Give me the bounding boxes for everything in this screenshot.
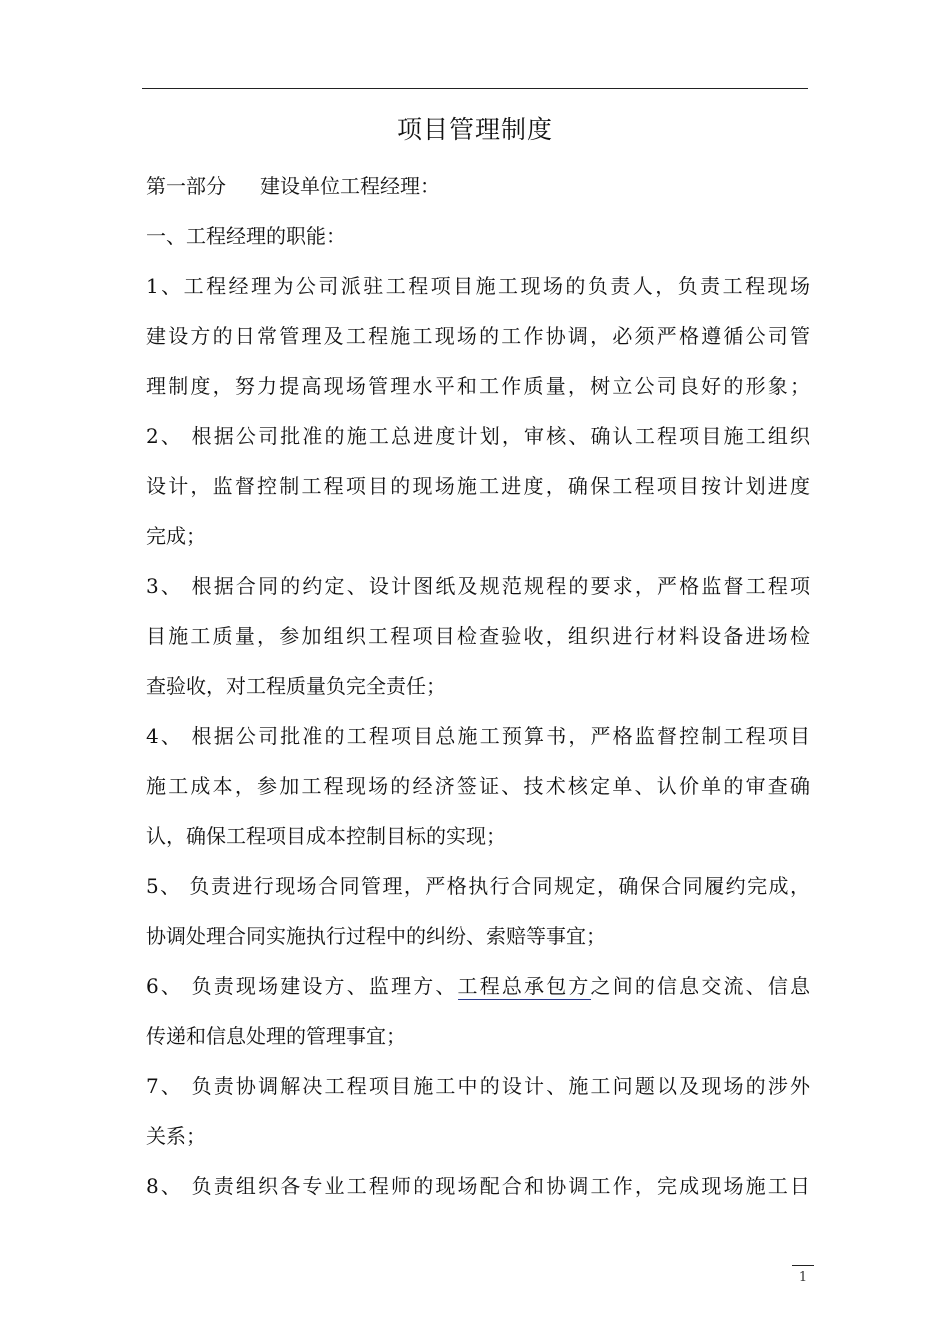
line-text-before: 6、 负责现场建设方、监理方、 [146, 974, 458, 998]
page-number: 1 [798, 1270, 808, 1285]
footer-rule [792, 1265, 814, 1266]
line-text-after: 之间的信息交流、信息 [590, 974, 810, 998]
paragraph-line: 查验收，对工程质量负完全责任； [146, 674, 446, 698]
paragraph-line-with-link [146, 961, 810, 1011]
paragraph-line: 2、 根据公司批准的施工总进度计划，审核、确认工程项目施工组织 [146, 424, 810, 448]
header-rule [142, 88, 808, 89]
paragraph-line: 完成； [146, 524, 206, 548]
paragraph-line: 施工成本，参加工程现场的经济签证、技术核定单、认价单的审查确 [146, 774, 810, 798]
paragraph-line: 协调处理合同实施执行过程中的纠纷、索赔等事宜； [146, 924, 606, 948]
paragraph-line: 设计，监督控制工程项目的现场施工进度，确保工程项目按计划进度 [146, 474, 810, 498]
paragraph-line: 传递和信息处理的管理事宜； [146, 1024, 406, 1048]
paragraph-line: 建设方的日常管理及工程施工现场的工作协调，必须严格遵循公司管 [146, 324, 810, 348]
paragraph-line: 1、工程经理为公司派驻工程项目施工现场的负责人，负责工程现场 [146, 274, 810, 298]
paragraph-line: 4、 根据公司批准的工程项目总施工预算书，严格监督控制工程项目 [146, 724, 810, 748]
paragraph-line: 5、 负责进行现场合同管理，严格执行合同规定，确保合同履约完成， [146, 874, 810, 898]
paragraph-line: 目施工质量，参加组织工程项目检查验收，组织进行材料设备进场检 [146, 624, 810, 648]
document-title: 项目管理制度 [396, 115, 553, 144]
document-body [146, 161, 810, 1211]
part-heading [146, 161, 810, 211]
part-title: 建设单位工程经理： [260, 174, 440, 198]
part-label: 第一部分 [146, 174, 226, 198]
underlined-term-link[interactable]: 工程总承包方 [457, 974, 591, 998]
paragraph-line: 7、 负责协调解决工程项目施工中的设计、施工问题以及现场的涉外 [146, 1074, 810, 1098]
paragraph-line: 理制度，努力提高现场管理水平和工作质量，树立公司良好的形象； [146, 374, 810, 398]
section-heading: 一、工程经理的职能： [146, 224, 346, 248]
paragraph-line: 关系； [146, 1124, 206, 1148]
paragraph-line: 3、 根据合同的约定、设计图纸及规范规程的要求，严格监督工程项 [146, 574, 810, 598]
paragraph-line: 认，确保工程项目成本控制目标的实现； [146, 824, 506, 848]
paragraph-line: 8、 负责组织各专业工程师的现场配合和协调工作，完成现场施工日 [146, 1174, 810, 1198]
